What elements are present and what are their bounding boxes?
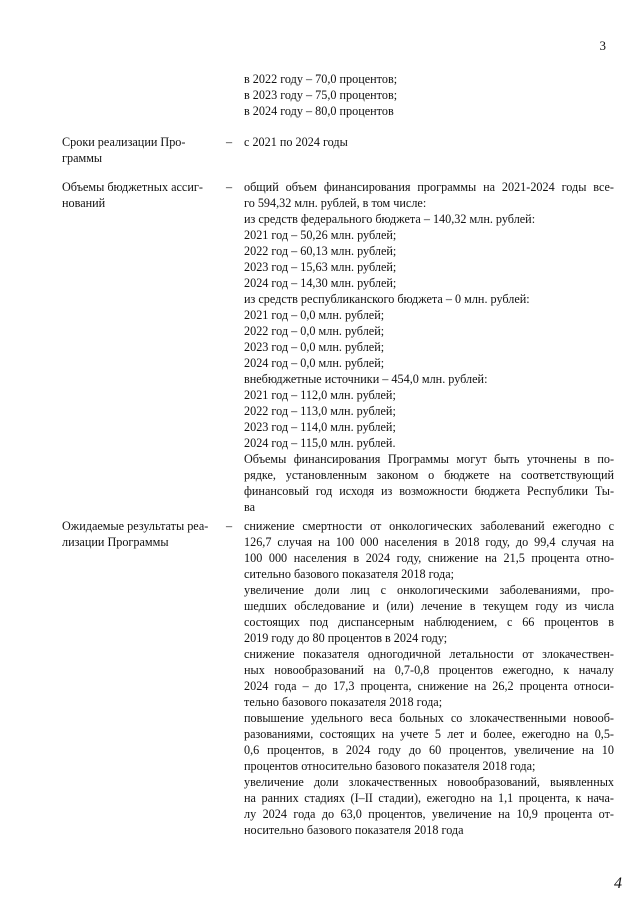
section-label: Ожидаемые результаты реа-: [62, 519, 209, 533]
text-line: 2024 год – 14,30 млн. рублей;: [244, 276, 397, 290]
text-line: 2019 году до 80 процентов в 2024 году;: [244, 631, 448, 645]
text-line: процентов относительно базового показателя 2018 года;: [244, 759, 536, 773]
page-number: 3: [599, 38, 606, 53]
corner-handwritten-mark: 4: [614, 875, 622, 892]
text-line: повышение удельного веса больных со злокачественными новооб-: [244, 711, 614, 725]
text-line: 2024 год – 0,0 млн. рублей;: [244, 356, 385, 370]
text-line: в 2023 году – 75,0 процентов;: [244, 88, 398, 102]
section-dash: –: [226, 519, 233, 533]
text-line: в 2022 году – 70,0 процентов;: [244, 72, 398, 86]
text-line: снижение показателя одногодичной летальности от злокачествен-: [244, 647, 614, 661]
text-line: 2021 год – 112,0 млн. рублей;: [244, 388, 396, 402]
text-line: внебюджетные источники – 454,0 млн. рублей:: [244, 372, 488, 386]
text-line: финансовый год исходя из возможности бюджета Республики Ты-: [244, 484, 614, 498]
text-line: рядке, установленным законом о бюджете на соответствующий: [244, 468, 614, 482]
section-dash: –: [226, 180, 233, 194]
text-line: лу 2024 года до 63,0 процентов, увеличение на 10,9 процента от-: [244, 807, 614, 821]
text-line: из средств федерального бюджета – 140,32 млн. рублей:: [244, 212, 536, 226]
text-line: увеличение доли злокачественных новообразований, выявленных: [244, 775, 614, 789]
text-line: разованиями, состоящих на учете 5 лет и более, ежегодно на 0,5-: [244, 727, 614, 741]
text-line: 100 000 населения в 2024 году, снижение на 21,5 процента отно-: [244, 551, 614, 565]
text-line: 2021 год – 0,0 млн. рублей;: [244, 308, 385, 322]
section-label: нований: [62, 196, 106, 210]
text-line: тельно базового показателя 2018 года;: [244, 695, 443, 709]
text-line: 2023 год – 0,0 млн. рублей;: [244, 340, 385, 354]
section-label: Объемы бюджетных ассиг-: [62, 180, 203, 194]
text-line: шедших обследование и (или) лечение в текущем году из числа: [244, 599, 614, 613]
text-line: 2022 год – 113,0 млн. рублей;: [244, 404, 396, 418]
text-line: 2022 год – 60,13 млн. рублей;: [244, 244, 397, 258]
text-line: снижение смертности от онкологических заболеваний ежегодно с: [244, 519, 614, 533]
section-label: Сроки реализации Про-: [62, 135, 186, 149]
text-line: ных новообразований на 0,7-0,8 процентов ежегодно, к началу: [244, 663, 614, 677]
text-line: в 2024 году – 80,0 процентов: [244, 104, 394, 118]
text-line: го 594,32 млн. рублей, в том числе:: [244, 196, 427, 210]
text-line: 0,6 процентов, в 2024 году до 60 процентов, увеличение на 10: [244, 743, 614, 757]
section-dash: –: [226, 135, 233, 149]
text-line: 2024 год – 115,0 млн. рублей.: [244, 436, 396, 450]
text-line: сительно базового показателя 2018 года;: [244, 567, 455, 581]
text-line: общий объем финансирования программы на 2021-2024 годы все-: [244, 180, 614, 194]
text-line: из средств республиканского бюджета – 0 млн. рублей:: [244, 292, 530, 306]
text-line: носительно базового показателя 2018 года: [244, 823, 464, 837]
section-label: граммы: [62, 151, 103, 165]
text-line: ва: [244, 500, 256, 514]
text-line: 2023 год – 114,0 млн. рублей;: [244, 420, 396, 434]
text-line: 2022 год – 0,0 млн. рублей;: [244, 324, 385, 338]
text-line: Объемы финансирования Программы могут быть уточнены в по-: [244, 452, 614, 466]
text-line: на ранних стадиях (I–II стадии), ежегодно на 1,1 процента, к нача-: [244, 791, 614, 805]
text-line: состоящих под диспансерным наблюдением, с 66 процентов в: [244, 615, 614, 629]
text-line: с 2021 по 2024 годы: [244, 135, 348, 149]
text-line: увеличение доли лиц с онкологическими заболеваниями, про-: [244, 583, 614, 597]
text-line: 2024 года – до 17,3 процента, снижение на 26,2 процента относи-: [244, 679, 614, 693]
text-line: 2021 год – 50,26 млн. рублей;: [244, 228, 397, 242]
text-line: 2023 год – 15,63 млн. рублей;: [244, 260, 397, 274]
text-line: 126,7 случая на 100 000 населения в 2018 году, до 99,4 случая на: [244, 535, 614, 549]
section-label: лизации Программы: [62, 535, 169, 549]
